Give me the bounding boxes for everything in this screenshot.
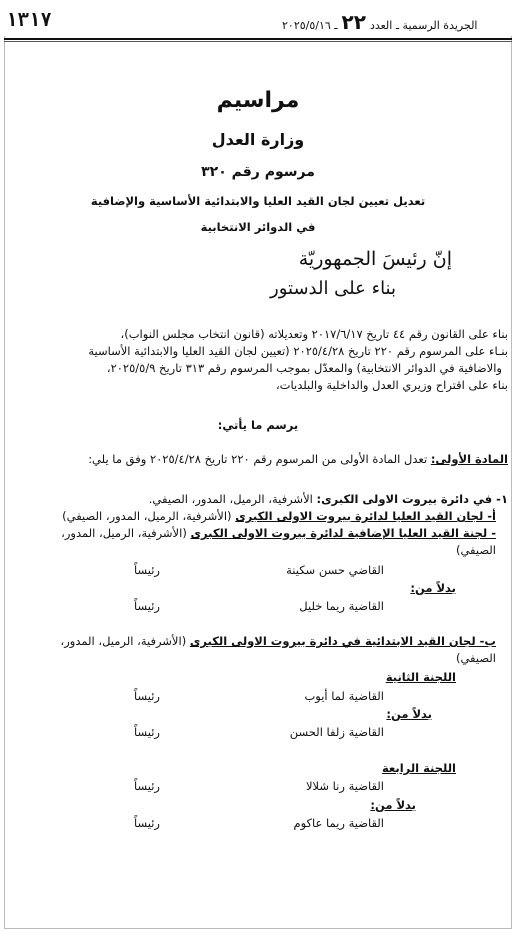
- preamble-line-4: بناء على اقتراح وزيري العدل والداخلية والبلديات،: [275, 378, 508, 392]
- judge-name: القاضية ريما عاكوم: [293, 816, 384, 830]
- judge-name: القاضية رنا شلالا: [305, 779, 384, 793]
- issue-number: ٢٢: [341, 10, 366, 34]
- judge-name: القاضية لما أيوب: [304, 689, 384, 703]
- header-rule-thin: [4, 41, 512, 42]
- item-1-heading-rest: الأشرفية، الرميل، المدور، الصيفي.: [148, 492, 313, 506]
- item-1a2: [61, 526, 496, 541]
- judge-name: القاضية زلفا الحسن: [289, 725, 384, 739]
- article-1: [88, 452, 508, 467]
- item-1a2-rest: (الأشرفية، الرميل، المدور،: [61, 526, 187, 540]
- judge-role: رئيساً: [134, 725, 160, 739]
- decree-subject-line-2: في الدوائر الانتخابية: [200, 220, 316, 234]
- committee-2-label: اللجنة الثانية: [385, 670, 456, 684]
- item-1a-rest: (الأشرفية، الرميل، المدور، الصيفي): [62, 509, 232, 523]
- item-1a2-label: - لجنة القيد العليا الإضافية لدائرة بيروت الاولى الكبرى: [190, 526, 496, 540]
- issue-label: الجريدة الرسمية ـ العدد: [369, 19, 478, 32]
- header-rule: [4, 38, 512, 40]
- president-calligraphy: إنّ رئيسَ الجمهوريّة: [298, 248, 452, 270]
- judge-role: رئيساً: [134, 689, 160, 703]
- judge-name: القاضية ريما خليل: [299, 599, 384, 613]
- section-title: مراسيم: [216, 88, 300, 113]
- decree-number: مرسوم رقم ٣٢٠: [201, 164, 315, 180]
- judge-role: رئيساً: [134, 816, 160, 830]
- decrees-label: يرسم ما يأتي:: [217, 418, 299, 432]
- item-b-label: ب- لجان القيد الابتدائية في دائرة بيروت الاولى الكبرى: [189, 634, 496, 648]
- item-1a-label: أ- لجان القيد العليا لدائرة بيروت الاولى الكبرى: [235, 509, 496, 523]
- preamble-line-3: والاضافية في الدوائر الانتخابية) والمعدّل بموجب المرسوم رقم ٣١٣ تاريخ ٢٠٢٥/٥/٩،: [106, 361, 502, 375]
- item-b-rest: (الأشرفية، الرميل، المدور،: [60, 634, 187, 648]
- issue-date: ـ ٢٠٢٥/٥/١٦: [282, 19, 338, 32]
- item-1a2-cont: الصيفي): [455, 543, 496, 557]
- article-1-label: المادة الأولى:: [430, 452, 508, 466]
- issue-info: [282, 10, 477, 34]
- page-number: ١٣١٧: [6, 9, 52, 31]
- judge-role: رئيساً: [134, 563, 160, 577]
- item-1-heading: [149, 492, 508, 507]
- preamble-line-2: بنـاء على المرسوم رقم ٢٢٠ تاريخ ٢٠٢٥/٤/٢٨ (تعيين لجان القيد العليا والابتدائية الأساسية: [88, 344, 508, 358]
- instead-of-label: بدلاً من:: [410, 581, 456, 595]
- judge-role: رئيساً: [134, 779, 160, 793]
- item-1-heading-label: ١- في دائرة بيروت الاولى الكبرى:: [316, 492, 508, 506]
- instead-of-label: بدلاً من:: [386, 707, 432, 721]
- judge-role: رئيساً: [134, 599, 160, 613]
- instead-of-label: بدلاً من:: [370, 798, 416, 812]
- preamble-line-1: بناء على القانون رقم ٤٤ تاريخ ٢٠١٧/٦/١٧ وتعديلاته (قانون انتخاب مجلس النواب)،: [120, 327, 508, 341]
- item-b-cont: الصيفي): [455, 651, 496, 665]
- constitution-calligraphy: بناء على الدستور: [270, 278, 396, 299]
- committee-4-label: اللجنة الرابعة: [381, 761, 456, 775]
- decree-subject-line-1: تعديل تعيين لجان القيد العليا والابتدائية الأساسية والإضافية: [90, 194, 426, 208]
- ministry-title: وزارة العدل: [211, 130, 305, 149]
- item-b: [61, 634, 497, 649]
- item-1a: [62, 509, 496, 524]
- article-1-text: تعدل المادة الأولى من المرسوم رقم ٢٢٠ تاريخ ٢٠٢٥/٤/٢٨ وفق ما يلي:: [88, 452, 428, 466]
- judge-name: القاضي حسن سكينة: [286, 563, 384, 577]
